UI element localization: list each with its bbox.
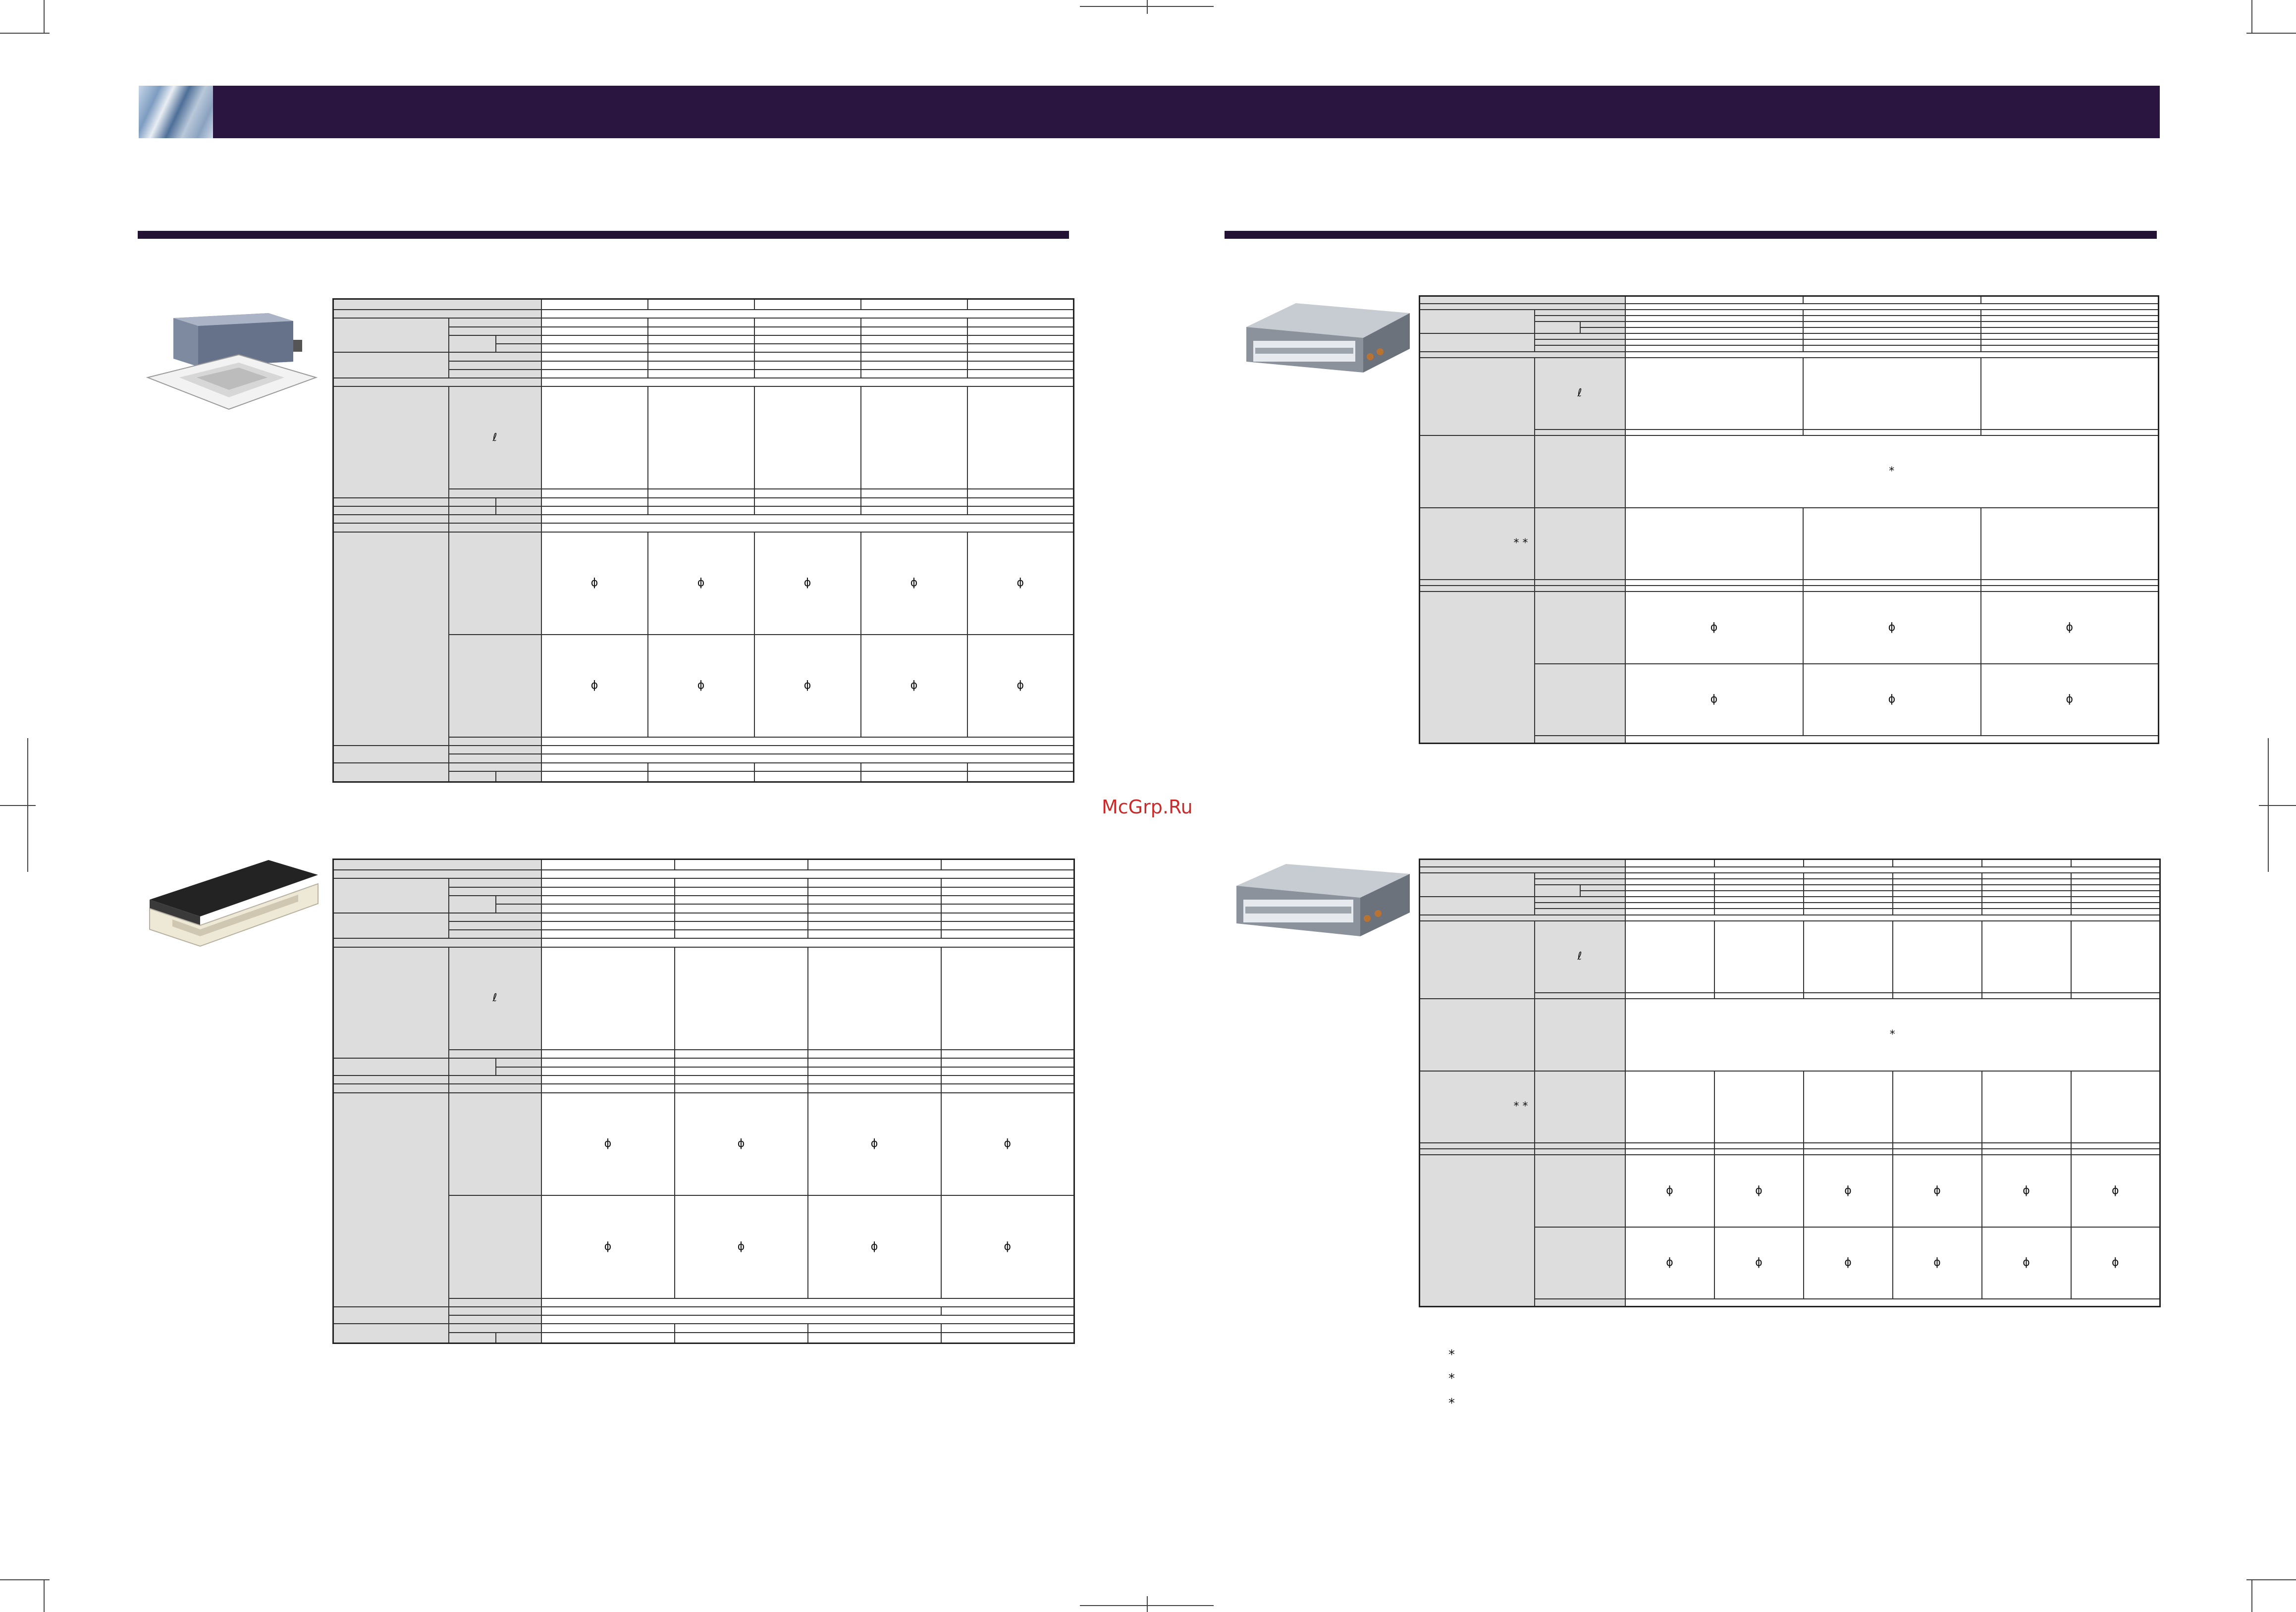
diameter-symbol: ϕ bbox=[2071, 1155, 2160, 1227]
diameter-symbol: ϕ bbox=[1803, 664, 1981, 736]
diameter-symbol: ϕ bbox=[541, 532, 648, 635]
product-image-slim-ducted bbox=[1240, 298, 1414, 397]
diameter-symbol: ϕ bbox=[1982, 1155, 2071, 1227]
section-rule-right bbox=[1225, 231, 2157, 239]
diameter-symbol: ϕ bbox=[941, 1093, 1074, 1196]
diameter-symbol: ϕ bbox=[754, 532, 861, 635]
diameter-symbol: ϕ bbox=[675, 1195, 808, 1298]
diameter-symbol: ϕ bbox=[1714, 1155, 1804, 1227]
diameter-symbol: ϕ bbox=[1804, 1155, 1893, 1227]
diameter-symbol: ϕ bbox=[2071, 1227, 2160, 1299]
diameter-symbol: ϕ bbox=[967, 532, 1074, 635]
liter-symbol: ℓ bbox=[1535, 921, 1625, 993]
footnote-star-1: * bbox=[1448, 1347, 1455, 1362]
diameter-symbol: ϕ bbox=[861, 532, 967, 635]
diameter-symbol: ϕ bbox=[1803, 591, 1981, 663]
diameter-symbol: ϕ bbox=[808, 1195, 941, 1298]
liter-symbol: ℓ bbox=[1535, 358, 1625, 430]
diameter-symbol: ϕ bbox=[861, 635, 967, 737]
diameter-symbol: ϕ bbox=[1981, 591, 2159, 663]
diameter-symbol: ϕ bbox=[967, 635, 1074, 737]
spec-table-4way-cassette bbox=[332, 298, 1074, 783]
diameter-symbol: ϕ bbox=[1893, 1227, 1982, 1299]
diameter-symbol: ϕ bbox=[541, 1093, 675, 1196]
diameter-symbol: ϕ bbox=[541, 1195, 675, 1298]
diameter-symbol: ϕ bbox=[1714, 1227, 1804, 1299]
star-note-marker: * bbox=[1625, 435, 2159, 507]
spec-table-slim-ducted bbox=[1419, 295, 2159, 744]
watermark-text: McGrp.Ru bbox=[1102, 796, 1193, 818]
diameter-symbol: ϕ bbox=[941, 1195, 1074, 1298]
banner-photo bbox=[139, 86, 213, 138]
product-image-1way-cassette bbox=[145, 856, 323, 965]
double-star-marker: * * bbox=[1420, 508, 1535, 580]
footnote-star-3: * bbox=[1448, 1396, 1455, 1411]
diameter-symbol: ϕ bbox=[1625, 1227, 1714, 1299]
diameter-symbol: ϕ bbox=[1625, 664, 1803, 736]
section-rule-left bbox=[138, 231, 1069, 239]
diameter-symbol: ϕ bbox=[648, 635, 754, 737]
diameter-symbol: ϕ bbox=[754, 635, 861, 737]
diameter-symbol: ϕ bbox=[541, 635, 648, 737]
spec-table-ducted bbox=[1419, 859, 2161, 1307]
liter-symbol: ℓ bbox=[449, 947, 541, 1050]
diameter-symbol: ϕ bbox=[1804, 1227, 1893, 1299]
footnote-star-2: * bbox=[1448, 1371, 1455, 1386]
diameter-symbol: ϕ bbox=[648, 532, 754, 635]
diameter-symbol: ϕ bbox=[1893, 1155, 1982, 1227]
diameter-symbol: ϕ bbox=[675, 1093, 808, 1196]
diameter-symbol: ϕ bbox=[1625, 1155, 1714, 1227]
star-note-marker: * bbox=[1625, 999, 2160, 1071]
diameter-symbol: ϕ bbox=[1625, 591, 1803, 663]
product-image-ducted bbox=[1230, 861, 1414, 960]
liter-symbol: ℓ bbox=[449, 386, 541, 489]
product-image-4way-cassette bbox=[145, 303, 323, 427]
diameter-symbol: ϕ bbox=[808, 1093, 941, 1196]
double-star-marker: * * bbox=[1420, 1071, 1535, 1143]
header-banner bbox=[139, 86, 2160, 138]
diameter-symbol: ϕ bbox=[1982, 1227, 2071, 1299]
spec-table-1way-cassette bbox=[332, 859, 1075, 1344]
diameter-symbol: ϕ bbox=[1981, 664, 2159, 736]
